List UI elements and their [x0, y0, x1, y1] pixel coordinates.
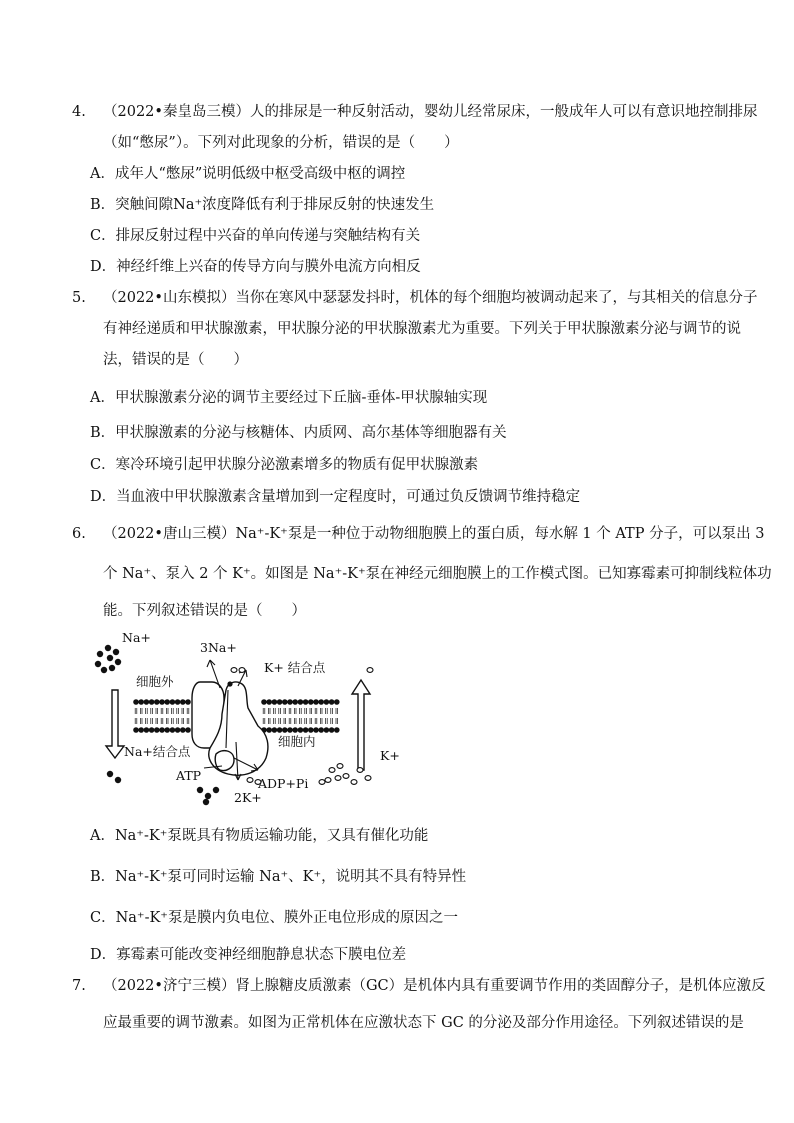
question-number: 5.	[72, 290, 86, 306]
outside-cell-label: 细胞外	[136, 674, 174, 689]
adp-label: ADP+Pi	[258, 776, 309, 791]
two-k-label: 2K+	[234, 790, 262, 805]
option-c: C．Na⁺-K⁺泵是膜内负电位、膜外正电位形成的原因之一	[90, 910, 458, 926]
question-number: 6.	[72, 526, 86, 542]
question-number: 4.	[72, 104, 86, 120]
atp-label: ATP	[176, 768, 202, 783]
question-stem-line: （2022•秦皇岛三模）人的排尿是一种反射活动，婴幼儿经常尿床，一般成年人可以有意识地控制排尿	[103, 104, 758, 120]
question-number: 7.	[72, 978, 86, 994]
arrow-up-icon	[352, 680, 370, 770]
option-b: B．Na⁺-K⁺泵可同时运输 Na⁺、K⁺，说明其不具有特异性	[90, 869, 467, 885]
k-binding-site-label: K+ 结合点	[264, 660, 326, 675]
question-stem-line: 法，错误的是（ ）	[103, 352, 248, 368]
option-c: C．寒冷环境引起甲状腺分泌激素增多的物质有促甲状腺激素	[90, 457, 479, 473]
question-stem-line: 个 Na⁺、泵入 2 个 K⁺。如图是 Na⁺-K⁺泵在神经元细胞膜上的工作模式图。已知寡霉素可抑制线粒体功	[103, 566, 772, 582]
option-a: A．成年人“憋尿”说明低级中枢受高级中枢的调控	[90, 166, 406, 182]
k-label-right: K+	[380, 748, 400, 763]
option-d: D．当血液中甲状腺激素含量增加到一定程度时，可通过负反馈调节维持稳定	[90, 489, 581, 505]
option-a: A．Na⁺-K⁺泵既具有物质运输功能，又具有催化功能	[90, 828, 429, 844]
option-c: C．排尿反射过程中兴奋的单向传递与突触结构有关	[90, 228, 421, 244]
three-na-label: 3Na+	[200, 640, 237, 655]
option-a: A．甲状腺激素分泌的调节主要经过下丘脑-垂体-甲状腺轴实现	[90, 390, 488, 406]
question-stem-line: （如“憋尿”）。下列对此现象的分析，错误的是（ ）	[103, 135, 459, 151]
pump-protein	[192, 682, 268, 775]
inside-cell-label: 细胞内	[278, 734, 316, 749]
question-stem-line: （2022•唐山三模）Na⁺-K⁺泵是一种位于动物细胞膜上的蛋白质，每水解 1 个 ATP 分子，可以泵出 3	[103, 526, 765, 542]
option-b: B．甲状腺激素的分泌与核糖体、内质网、高尔基体等细胞器有关	[90, 425, 507, 441]
option-d: D．神经纤维上兴奋的传导方向与膜外电流方向相反	[90, 259, 421, 275]
question-stem-line: 应最重要的调节激素。如图为正常机体在应激状态下 GC 的分泌及部分作用途径。下列叙述错误的是	[103, 1015, 744, 1031]
question-stem-line: （2022•山东模拟）当你在寒风中瑟瑟发抖时，机体的每个细胞均被调动起来了，与其相关的信息分子	[103, 290, 758, 306]
sodium-potassium-pump-figure	[88, 630, 400, 808]
option-d: D．寡霉素可能改变神经细胞静息状态下膜电位差	[90, 947, 407, 963]
question-stem-line: 有神经递质和甲状腺激素，甲状腺分泌的甲状腺激素尤为重要。下列关于甲状腺激素分泌与调节的说	[103, 321, 741, 337]
arrow-down-icon	[106, 690, 124, 758]
question-stem-line: （2022•济宁三模）肾上腺糖皮质激素（GC）是机体内具有重要调节作用的类固醇分子，是机体应激反	[103, 978, 766, 994]
na-label-top: Na+	[122, 630, 151, 645]
na-binding-site-label: Na+结合点	[124, 744, 191, 759]
option-b: B．突触间隙Na⁺浓度降低有利于排尿反射的快速发生	[90, 197, 435, 213]
question-stem-line: 能。下列叙述错误的是（ ）	[103, 603, 306, 619]
